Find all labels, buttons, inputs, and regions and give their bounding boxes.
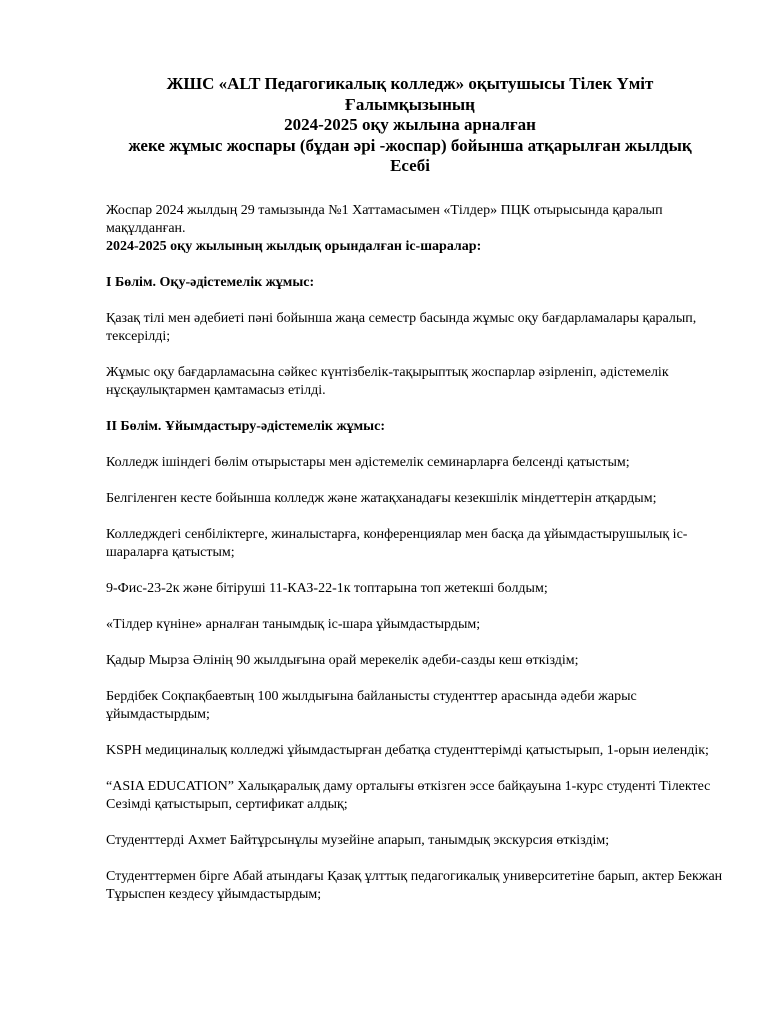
activities-heading: 2024-2025 оқу жылының жылдық орындалған іс-шаралар: xyxy=(106,239,482,254)
section-2-item: Студенттерді Ахмет Байтұрсынұлы музейіне апарып, танымдық экскурсия өткіздім; xyxy=(106,833,610,848)
section-2-item: Қадыр Мырза Әлінің 90 жылдығына орай мерекелік әдеби-сазды кеш өткіздім; xyxy=(106,653,579,668)
section-2-item: Бердібек Соқпақбаевтың 100 жылдығына байланысты студенттер арасында әдеби жарыс ұйымдастырдым; xyxy=(106,689,637,722)
section-2-item: Колледждегі сенбіліктерге, жиналыстарға, конференциялар мен басқа да ұйымдастырушылық іс-шараларға қатыстым; xyxy=(106,527,688,560)
title-line-4: жеке жұмыс жоспары (бұдан әрі -жоспар) бойынша атқарылған жылдық xyxy=(128,135,692,155)
document-title xyxy=(100,74,720,177)
section-1-item: Қазақ тілі мен әдебиеті пәні бойынша жаңа семестр басында жұмыс оқу бағдарламалары қаралып, тексерілді; xyxy=(106,311,697,344)
title-line-3: 2024-2025 оқу жылына арналған xyxy=(284,115,536,134)
section-2-item: Белгіленген кесте бойынша колледж және жатақханадағы кезекшілік міндеттерін атқардым; xyxy=(106,491,657,506)
section-1-item: Жұмыс оқу бағдарламасына сәйкес күнтізбелік-тақырыптық жоспарлар әзірленіп, әдістемелік нұсқаулықтармен қамтамасыз етілді. xyxy=(106,365,669,398)
approval-paragraph: Жоспар 2024 жылдың 29 тамызында №1 Хаттамасымен «Тілдер» ПЦК отырысында қаралып мақұлданған. xyxy=(106,203,663,236)
title-line-2: Ғалымқызының xyxy=(345,94,475,114)
section-2-item: Студенттермен бірге Абай атындағы Қазақ ұлттық педагогикалық университетіне барып, актер Бекжан Тұрыспен кездесу ұйымдастырдым; xyxy=(106,869,723,902)
title-line-1: ЖШС «ALT Педагогикалық колледж» оқытушысы Тілек Үміт xyxy=(166,74,654,93)
section-2-item: KSPH медициналық колледжі ұйымдастырған дебатқа студенттерімді қатыстырып, 1-орын иелендік; xyxy=(106,743,709,758)
section-1-heading: I Бөлім. Оқу-әдістемелік жұмыс: xyxy=(106,275,315,290)
section-2-item: Колледж ішіндегі бөлім отырыстары мен әдістемелік семинарларға белсенді қатыстым; xyxy=(106,455,630,470)
section-2-heading: II Бөлім. Ұйымдастыру-әдістемелік жұмыс: xyxy=(106,419,385,434)
section-2-item: 9-Фис-23-2к және бітіруші 11-КАЗ-22-1к топтарына топ жетекші болдым; xyxy=(106,581,548,596)
section-2-item: «Тілдер күніне» арналған танымдық іс-шара ұйымдастырдым; xyxy=(106,617,481,632)
document-body xyxy=(106,202,726,922)
section-2-item: “ASIA EDUCATION” Халықаралық даму орталығы өткізген эссе байқауына 1-курс студенті Тілектес Сезімді қатыстырып, сертификат алдық; xyxy=(106,779,711,812)
title-line-5: Есебі xyxy=(390,156,430,175)
